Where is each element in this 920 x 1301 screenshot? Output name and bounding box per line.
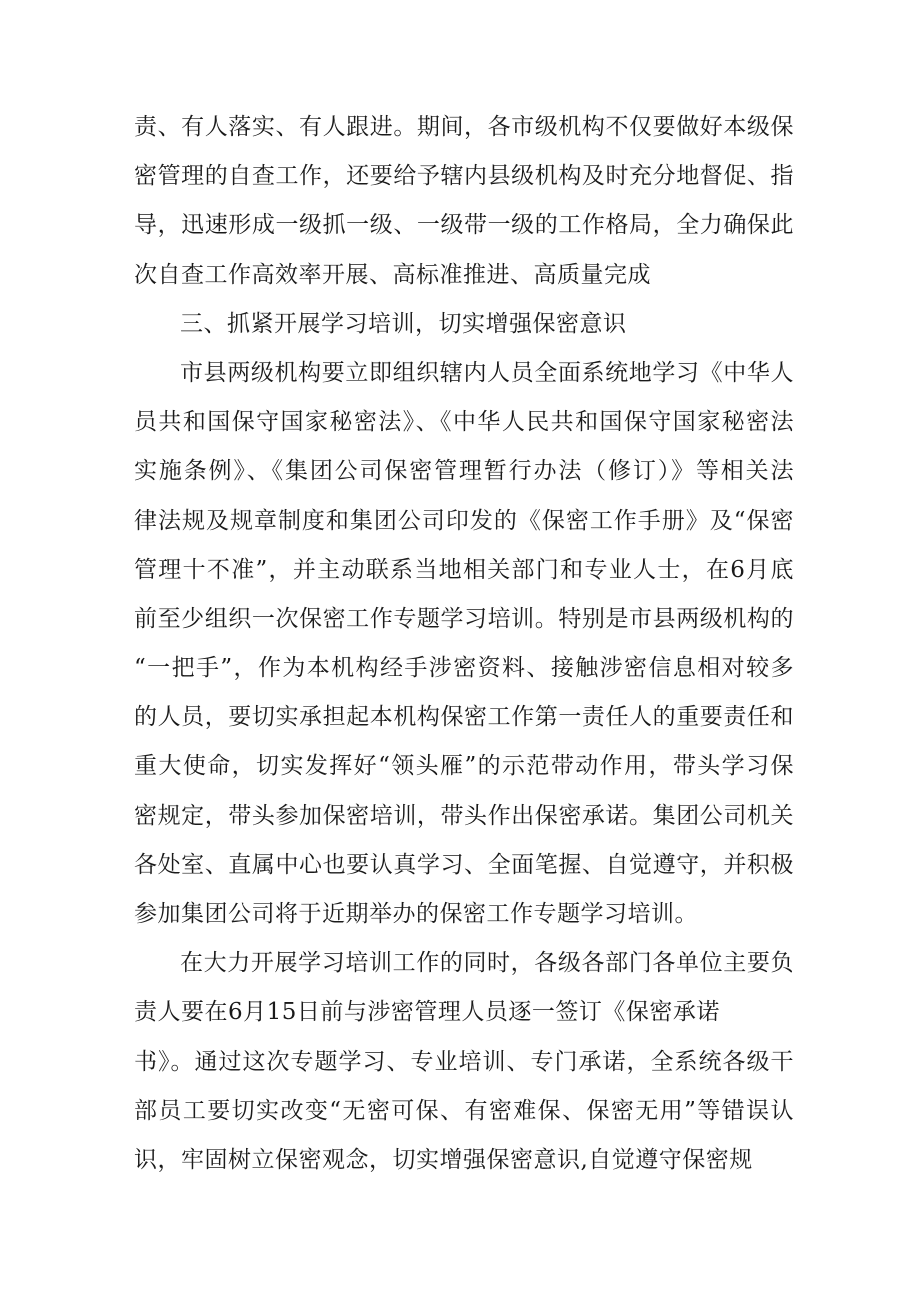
document-body xyxy=(134,103,794,1185)
paragraph-line: 密规定，带头参加保密培训，带头作出保密承诺。集团公司机关 xyxy=(134,802,794,829)
paragraph-line: 管理十不准”，并主动联系当地相关部门和专业人士，在6月底 xyxy=(134,556,794,583)
paragraph-line: 责人要在6月15日前与涉密管理人员逐一签订《保密承诺 xyxy=(134,999,720,1026)
section-heading: 三、抓紧开展学习培训，切实增强保密意识 xyxy=(180,310,627,337)
paragraph-1 xyxy=(134,103,794,300)
paragraph-line: 律法规及规章制度和集团公司印发的《保密工作手册》及“保密 xyxy=(134,507,794,534)
paragraph-2 xyxy=(134,349,794,939)
paragraph-line: 部员工要切实改变“无密可保、有密难保、保密无用”等错误认 xyxy=(134,1097,794,1124)
paragraph-line: 重大使命，切实发挥好“领头雁”的示范带动作用，带头学习保 xyxy=(134,753,794,780)
paragraph-3 xyxy=(134,939,794,1185)
paragraph-line: 的人员，要切实承担起本机构保密工作第一责任人的重要责任和 xyxy=(134,704,794,731)
paragraph-line: 各处室、直属中心也要认真学习、全面笔握、自觉遵守，并积极 xyxy=(134,851,794,878)
paragraph-line: 员共和国保守国家秘密法》、《中华人民共和国保守国家秘密法 xyxy=(134,409,794,436)
paragraph-line: 在大力开展学习培训工作的同时，各级各部门各单位主要负 xyxy=(180,950,794,977)
paragraph-line: 导，迅速形成一级抓一级、一级带一级的工作格局，全力确保此 xyxy=(134,212,794,239)
paragraph-line: 前至少组织一次保密工作专题学习培训。特别是市县两级机构的 xyxy=(134,605,794,632)
paragraph-line: 密管理的自查工作，还要给予辖内县级机构及时充分地督促、指 xyxy=(134,163,794,190)
paragraph-line: 次自查工作高效率开展、高标准推进、高质量完成 xyxy=(134,261,651,288)
paragraph-line: 责、有人落实、有人跟进。期间，各市级机构不仅要做好本级保 xyxy=(134,114,794,140)
paragraph-line: 参加集团公司将于近期举办的保密工作专题学习培训。 xyxy=(134,901,698,927)
paragraph-line: 书》。通过这次专题学习、专业培训、专门承诺，全系统各级干 xyxy=(134,1048,794,1075)
paragraph-line: 实施条例》、《集团公司保密管理暂行办法（修订）》等相关法 xyxy=(134,458,794,485)
paragraph-line: 市县两级机构要立即组织辖内人员全面系统地学习《中华人 xyxy=(180,359,794,386)
paragraph-line: “一把手”，作为本机构经手涉密资料、接触涉密信息相对较多 xyxy=(134,655,794,682)
paragraph-line: 识，牢固树立保密观念，切实增强保密意识,自觉遵守保密规 xyxy=(134,1146,753,1173)
